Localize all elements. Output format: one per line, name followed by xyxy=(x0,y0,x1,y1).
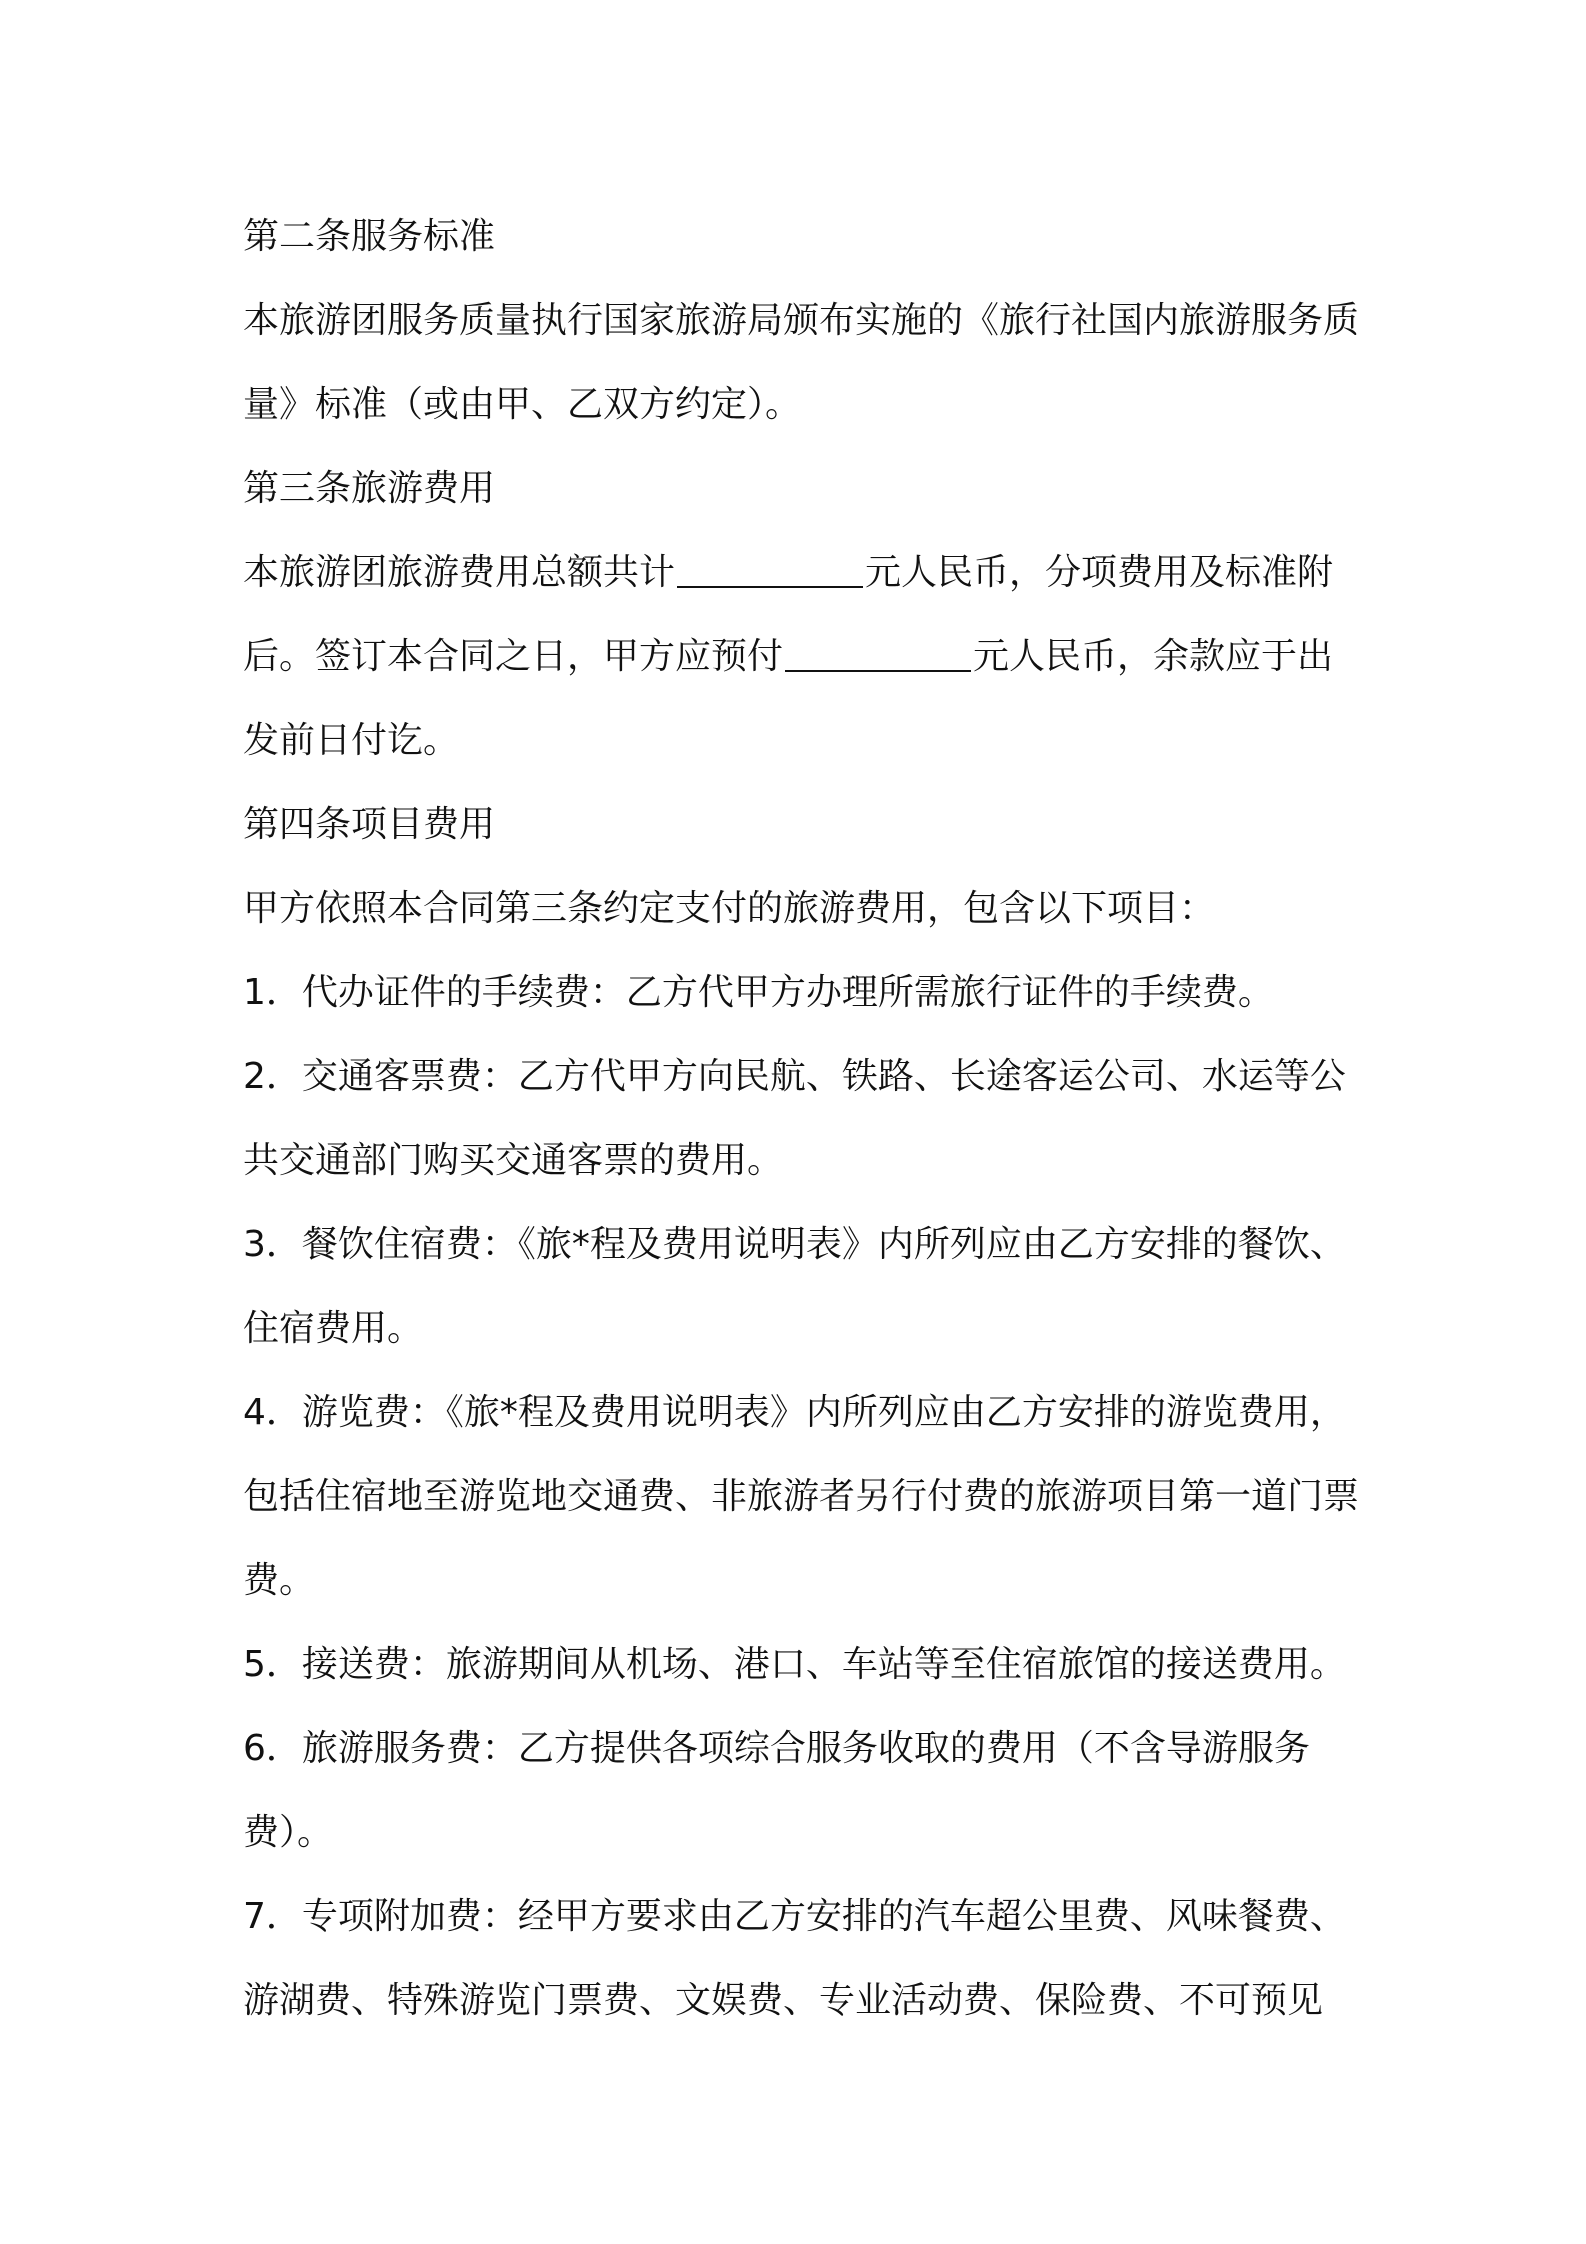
list-item: 5．接送费：旅游期间从机场、港口、车站等至住宿旅馆的接送费用。 xyxy=(243,1644,1346,1685)
article3-part3: 元人民币，余款应于出发前日付讫。 xyxy=(243,636,1334,761)
list-item: 2．交通客票费：乙方代甲方向民航、铁路、长途客运公司、水运等公共交通部门购买交通客票的费用。 xyxy=(243,1056,1346,1181)
list-item: 6．旅游服务费：乙方提供各项综合服务收取的费用（不含导游服务费）。 xyxy=(243,1728,1310,1853)
article4-intro: 甲方依照本合同第三条约定支付的旅游费用，包含以下项目： xyxy=(243,888,1216,929)
list-item: 1．代办证件的手续费：乙方代甲方办理所需旅行证件的手续费。 xyxy=(243,972,1274,1013)
article4-heading: 第四条项目费用 xyxy=(243,804,496,845)
list-item: 3．餐饮住宿费：《旅*程及费用说明表》内所列应由乙方安排的餐饮、住宿费用。 xyxy=(243,1224,1346,1349)
prepay-amount-blank xyxy=(785,634,971,672)
list-item: 7．专项附加费：经甲方要求由乙方安排的汽车超公里费、风味餐费、游湖费、特殊游览门票费、文娱费、专业活动费、保险费、不可预见 xyxy=(243,1896,1346,2021)
article3-part1: 本旅游团旅游费用总额共计 xyxy=(243,552,676,593)
total-amount-blank xyxy=(677,550,863,588)
list-item: 4．游览费：《旅*程及费用说明表》内所列应由乙方安排的游览费用，包括住宿地至游览地交通费、非旅游者另行付费的旅游项目第一道门票费。 xyxy=(243,1392,1360,1601)
article3-part2: 元人民币，分项费用及标准附后。签订本合同之日，甲方应预付 xyxy=(243,552,1334,677)
article2-text: 本旅游团服务质量执行国家旅游局颁布实施的《旅行社国内旅游服务质量》标准（或由甲、乙双方约定）。 xyxy=(243,300,1360,425)
article3-text xyxy=(243,531,1363,783)
document-body xyxy=(243,195,1363,2043)
article3-heading: 第三条旅游费用 xyxy=(243,468,496,509)
article2-heading: 第二条服务标准 xyxy=(243,216,496,257)
